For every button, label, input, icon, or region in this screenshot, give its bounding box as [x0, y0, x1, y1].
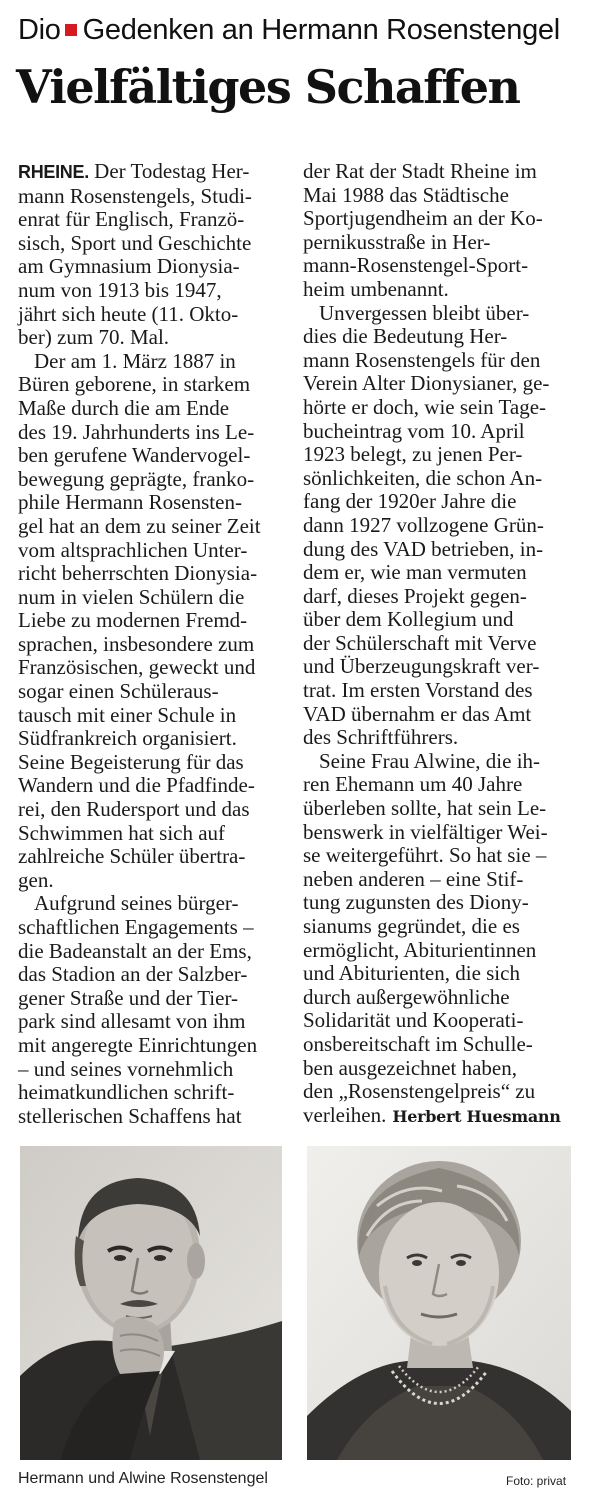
line-text: überleben sollte, hat sein Le- [303, 796, 547, 821]
text-line [18, 751, 286, 775]
line-text: phile Hermann Rosensten- [18, 490, 242, 515]
text-line [303, 184, 575, 208]
text-line [18, 609, 286, 633]
line-text: trat. Im ersten Vorstand des [303, 678, 533, 703]
text-line [303, 1104, 575, 1129]
text-line [303, 632, 575, 656]
text-line [18, 539, 286, 563]
photo-credit: Foto: privat [506, 1474, 567, 1488]
text-line [18, 160, 286, 185]
line-text: Büren geborene, in starkem [18, 372, 251, 397]
text-line [18, 727, 286, 751]
text-line [303, 467, 575, 491]
text-line [18, 421, 286, 445]
line-text: bucheintrag vom 10. April [303, 418, 525, 443]
text-line [18, 373, 286, 397]
line-text: Schwimmen hat sich auf [18, 820, 226, 845]
text-line [18, 940, 286, 964]
text-line [18, 515, 286, 539]
text-line [18, 1058, 286, 1082]
text-line [18, 916, 286, 940]
line-text: Seine Begeisterung für das [18, 749, 244, 774]
article-paragraph [303, 750, 575, 1129]
text-line [303, 254, 575, 278]
text-line [303, 514, 575, 538]
line-text: Liebe zu modernen Fremd- [18, 608, 248, 633]
line-text: verleihen. [303, 1102, 387, 1127]
line-text: über dem Kollegium und [303, 607, 514, 632]
line-text: ber) zum 70. Mal. [18, 325, 170, 350]
line-text: VAD übernahm er das Amt [303, 701, 532, 726]
line-text: 1923 belegt, zu jenen Per- [303, 442, 523, 467]
line-text: das Stadion an der Salzber- [18, 962, 248, 987]
dateline: RHEINE. [18, 162, 89, 182]
text-line [18, 491, 286, 515]
line-text: dann 1927 vollzogene Grün- [303, 512, 544, 537]
text-line [303, 1057, 575, 1081]
text-line [18, 633, 286, 657]
kicker-title: Gedenken an Hermann Rosenstengel [82, 14, 560, 46]
text-line [303, 939, 575, 963]
text-line [303, 1009, 575, 1033]
line-text: Wandern und die Pfadfinde- [18, 773, 255, 798]
text-line [18, 279, 286, 303]
line-text: den „Rosenstengelpreis“ zu [303, 1079, 536, 1104]
text-line [303, 844, 575, 868]
line-text: bewegung geprägte, franko- [18, 466, 255, 491]
line-text: – und seines vornehmlich [18, 1056, 234, 1081]
text-line [303, 679, 575, 703]
text-line [303, 231, 575, 255]
text-line [303, 726, 575, 750]
line-text: Unvergessen bleibt über- [319, 300, 530, 325]
text-line [303, 1033, 575, 1057]
article-column-right [303, 160, 575, 1128]
text-line [18, 303, 286, 327]
text-line [18, 704, 286, 728]
line-text: Der Todestag Her- [94, 159, 250, 183]
text-line [18, 1081, 286, 1105]
line-text: sogar einen Schüleraus- [18, 679, 219, 704]
line-text: benswerk in vielfältiger Wei- [303, 819, 548, 844]
line-text: sianums gegründet, die es [303, 914, 520, 938]
photo-alwine-rosenstengel [307, 1146, 571, 1460]
text-line [18, 822, 286, 846]
section-label: Dio [18, 14, 61, 46]
text-line [18, 326, 286, 350]
text-line [18, 232, 286, 256]
text-line [303, 160, 575, 184]
text-line [303, 538, 575, 562]
line-text: onsbereitschaft im Schulle- [303, 1031, 533, 1056]
line-text: die Badeanstalt an der Ems, [18, 938, 252, 963]
line-text: stellerischen Schaffens hat [18, 1103, 242, 1128]
line-text: heimatkundlichen schrift- [18, 1080, 235, 1105]
text-line [303, 821, 575, 845]
text-line [18, 1105, 286, 1129]
text-line [18, 468, 286, 492]
text-line [18, 562, 286, 586]
line-text: der Rat der Stadt Rheine im [303, 159, 537, 183]
article-paragraph [18, 160, 286, 350]
line-text: dies die Bedeutung Her- [303, 324, 508, 349]
line-text: mann-Rosenstengel-Sport- [303, 253, 529, 278]
text-line [18, 892, 286, 916]
text-line [18, 656, 286, 680]
text-line [303, 891, 575, 915]
text-line [18, 798, 286, 822]
line-text: sönlichkeiten, die schon An- [303, 465, 543, 490]
headline: Vielfältiges Schaffen [16, 60, 520, 114]
line-text: und Abiturienten, die sich [303, 961, 520, 986]
text-line [18, 255, 286, 279]
text-line [18, 1010, 286, 1034]
text-line [303, 325, 575, 349]
line-text: gener Straße und der Tier- [18, 985, 239, 1010]
text-line [303, 608, 575, 632]
text-line [303, 420, 575, 444]
line-text: Aufgrund seines bürger- [34, 891, 239, 916]
text-line [303, 1080, 575, 1104]
line-text: jährt sich heute (11. Okto- [18, 301, 239, 326]
article-paragraph [18, 892, 286, 1128]
line-text: ben ausgezeichnet haben, [303, 1055, 517, 1080]
line-text: gen. [18, 867, 54, 892]
line-text: ermöglicht, Abiturientinnen [303, 937, 537, 962]
line-text: Verein Alter Dionysianer, ge- [303, 371, 550, 396]
line-text: dem er, wie man vermuten [303, 560, 527, 585]
line-text: num in vielen Schülern die [18, 584, 245, 609]
line-text: vom altsprachlichen Unter- [18, 537, 248, 562]
line-text: mann Rosenstengels, Studi- [18, 183, 252, 208]
text-line [18, 963, 286, 987]
line-text: des Schriftführers. [303, 725, 459, 750]
text-line [303, 396, 575, 420]
line-text: rei, den Rudersport und das [18, 797, 250, 822]
text-line [18, 869, 286, 893]
text-line [18, 586, 286, 610]
text-line [18, 208, 286, 232]
text-line [303, 302, 575, 326]
line-text: heim umbenannt. [303, 276, 449, 301]
line-text: Mai 1988 das Städtische [303, 182, 509, 207]
article-column-left [18, 160, 286, 1128]
text-line [303, 490, 575, 514]
photo-caption: Hermann und Alwine Rosenstengel [18, 1470, 268, 1487]
line-text: gel hat an dem zu seiner Zeit [18, 513, 261, 538]
photo-hermann-rosenstengel [20, 1146, 282, 1460]
line-text: num von 1913 bis 1947, [18, 277, 222, 302]
kicker-line [18, 14, 560, 47]
line-text: tung zugunsten des Diony- [303, 890, 529, 915]
text-line [18, 185, 286, 209]
line-text: und Überzeugungskraft ver- [303, 654, 540, 679]
line-text: Südfrankreich organisiert. [18, 726, 237, 751]
text-line [18, 350, 286, 374]
line-text: am Gymnasium Dionysia- [18, 254, 240, 279]
text-line [303, 868, 575, 892]
text-line [303, 372, 575, 396]
text-line [303, 773, 575, 797]
line-text: Der am 1. März 1887 in [34, 348, 236, 373]
line-text: dung des VAD betrieben, in- [303, 536, 544, 561]
line-text: Solidarität und Kooperati- [303, 1008, 524, 1033]
text-line [18, 444, 286, 468]
line-text: hörte er doch, wie sein Tage- [303, 394, 547, 419]
text-line [303, 278, 575, 302]
line-text: zahlreiche Schüler übertra- [18, 844, 246, 869]
line-text: Sportjugendheim an der Ko- [303, 206, 543, 231]
text-line [303, 207, 575, 231]
text-line [18, 987, 286, 1011]
text-line [18, 845, 286, 869]
red-square-icon [65, 24, 77, 36]
article-paragraph [18, 350, 286, 893]
text-line [303, 349, 575, 373]
article-paragraph [303, 160, 575, 302]
line-text: durch außergewöhnliche [303, 984, 510, 1009]
text-line [303, 962, 575, 986]
text-line [303, 703, 575, 727]
line-text: schaftlichen Engagements – [18, 915, 254, 939]
line-text: ben gerufene Wandervogel- [18, 443, 251, 468]
line-text: se weitergeführt. So hat sie – [303, 843, 547, 868]
line-text: Seine Frau Alwine, die ih- [319, 748, 541, 773]
line-text: park sind allesamt von ihm [18, 1009, 246, 1034]
text-line [303, 561, 575, 585]
text-line [303, 750, 575, 774]
line-text: Maße durch die am Ende [18, 395, 230, 420]
line-text: pernikusstraße in Her- [303, 229, 491, 254]
line-text: darf, dieses Projekt gegen- [303, 583, 527, 608]
line-text: Französischen, geweckt und [18, 655, 256, 680]
text-line [303, 443, 575, 467]
text-line [303, 655, 575, 679]
text-line [303, 585, 575, 609]
article-paragraph [303, 302, 575, 750]
line-text: sisch, Sport und Geschichte [18, 230, 252, 255]
text-line [303, 986, 575, 1010]
line-text: richt beherrschten Dionysia- [18, 561, 258, 586]
author-byline: Herbert Huesmann [392, 1106, 561, 1126]
line-text: ren Ehemann um 40 Jahre [303, 772, 523, 797]
text-line [303, 797, 575, 821]
line-text: mann Rosenstengels für den [303, 347, 541, 372]
line-text: enrat für Englisch, Franzö- [18, 207, 245, 232]
text-line [303, 915, 575, 939]
text-line [18, 680, 286, 704]
text-line [18, 774, 286, 798]
text-line [18, 397, 286, 421]
line-text: sprachen, insbesondere zum [18, 631, 255, 656]
line-text: des 19. Jahrhunderts ins Le- [18, 419, 255, 444]
line-text: mit angeregte Einrichtungen [18, 1032, 258, 1057]
line-text: der Schülerschaft mit Verve [303, 630, 537, 655]
text-line [18, 1034, 286, 1058]
line-text: tausch mit einer Schule in [18, 702, 237, 727]
line-text: neben anderen – eine Stif- [303, 866, 524, 891]
line-text: fang der 1920er Jahre die [303, 489, 517, 514]
